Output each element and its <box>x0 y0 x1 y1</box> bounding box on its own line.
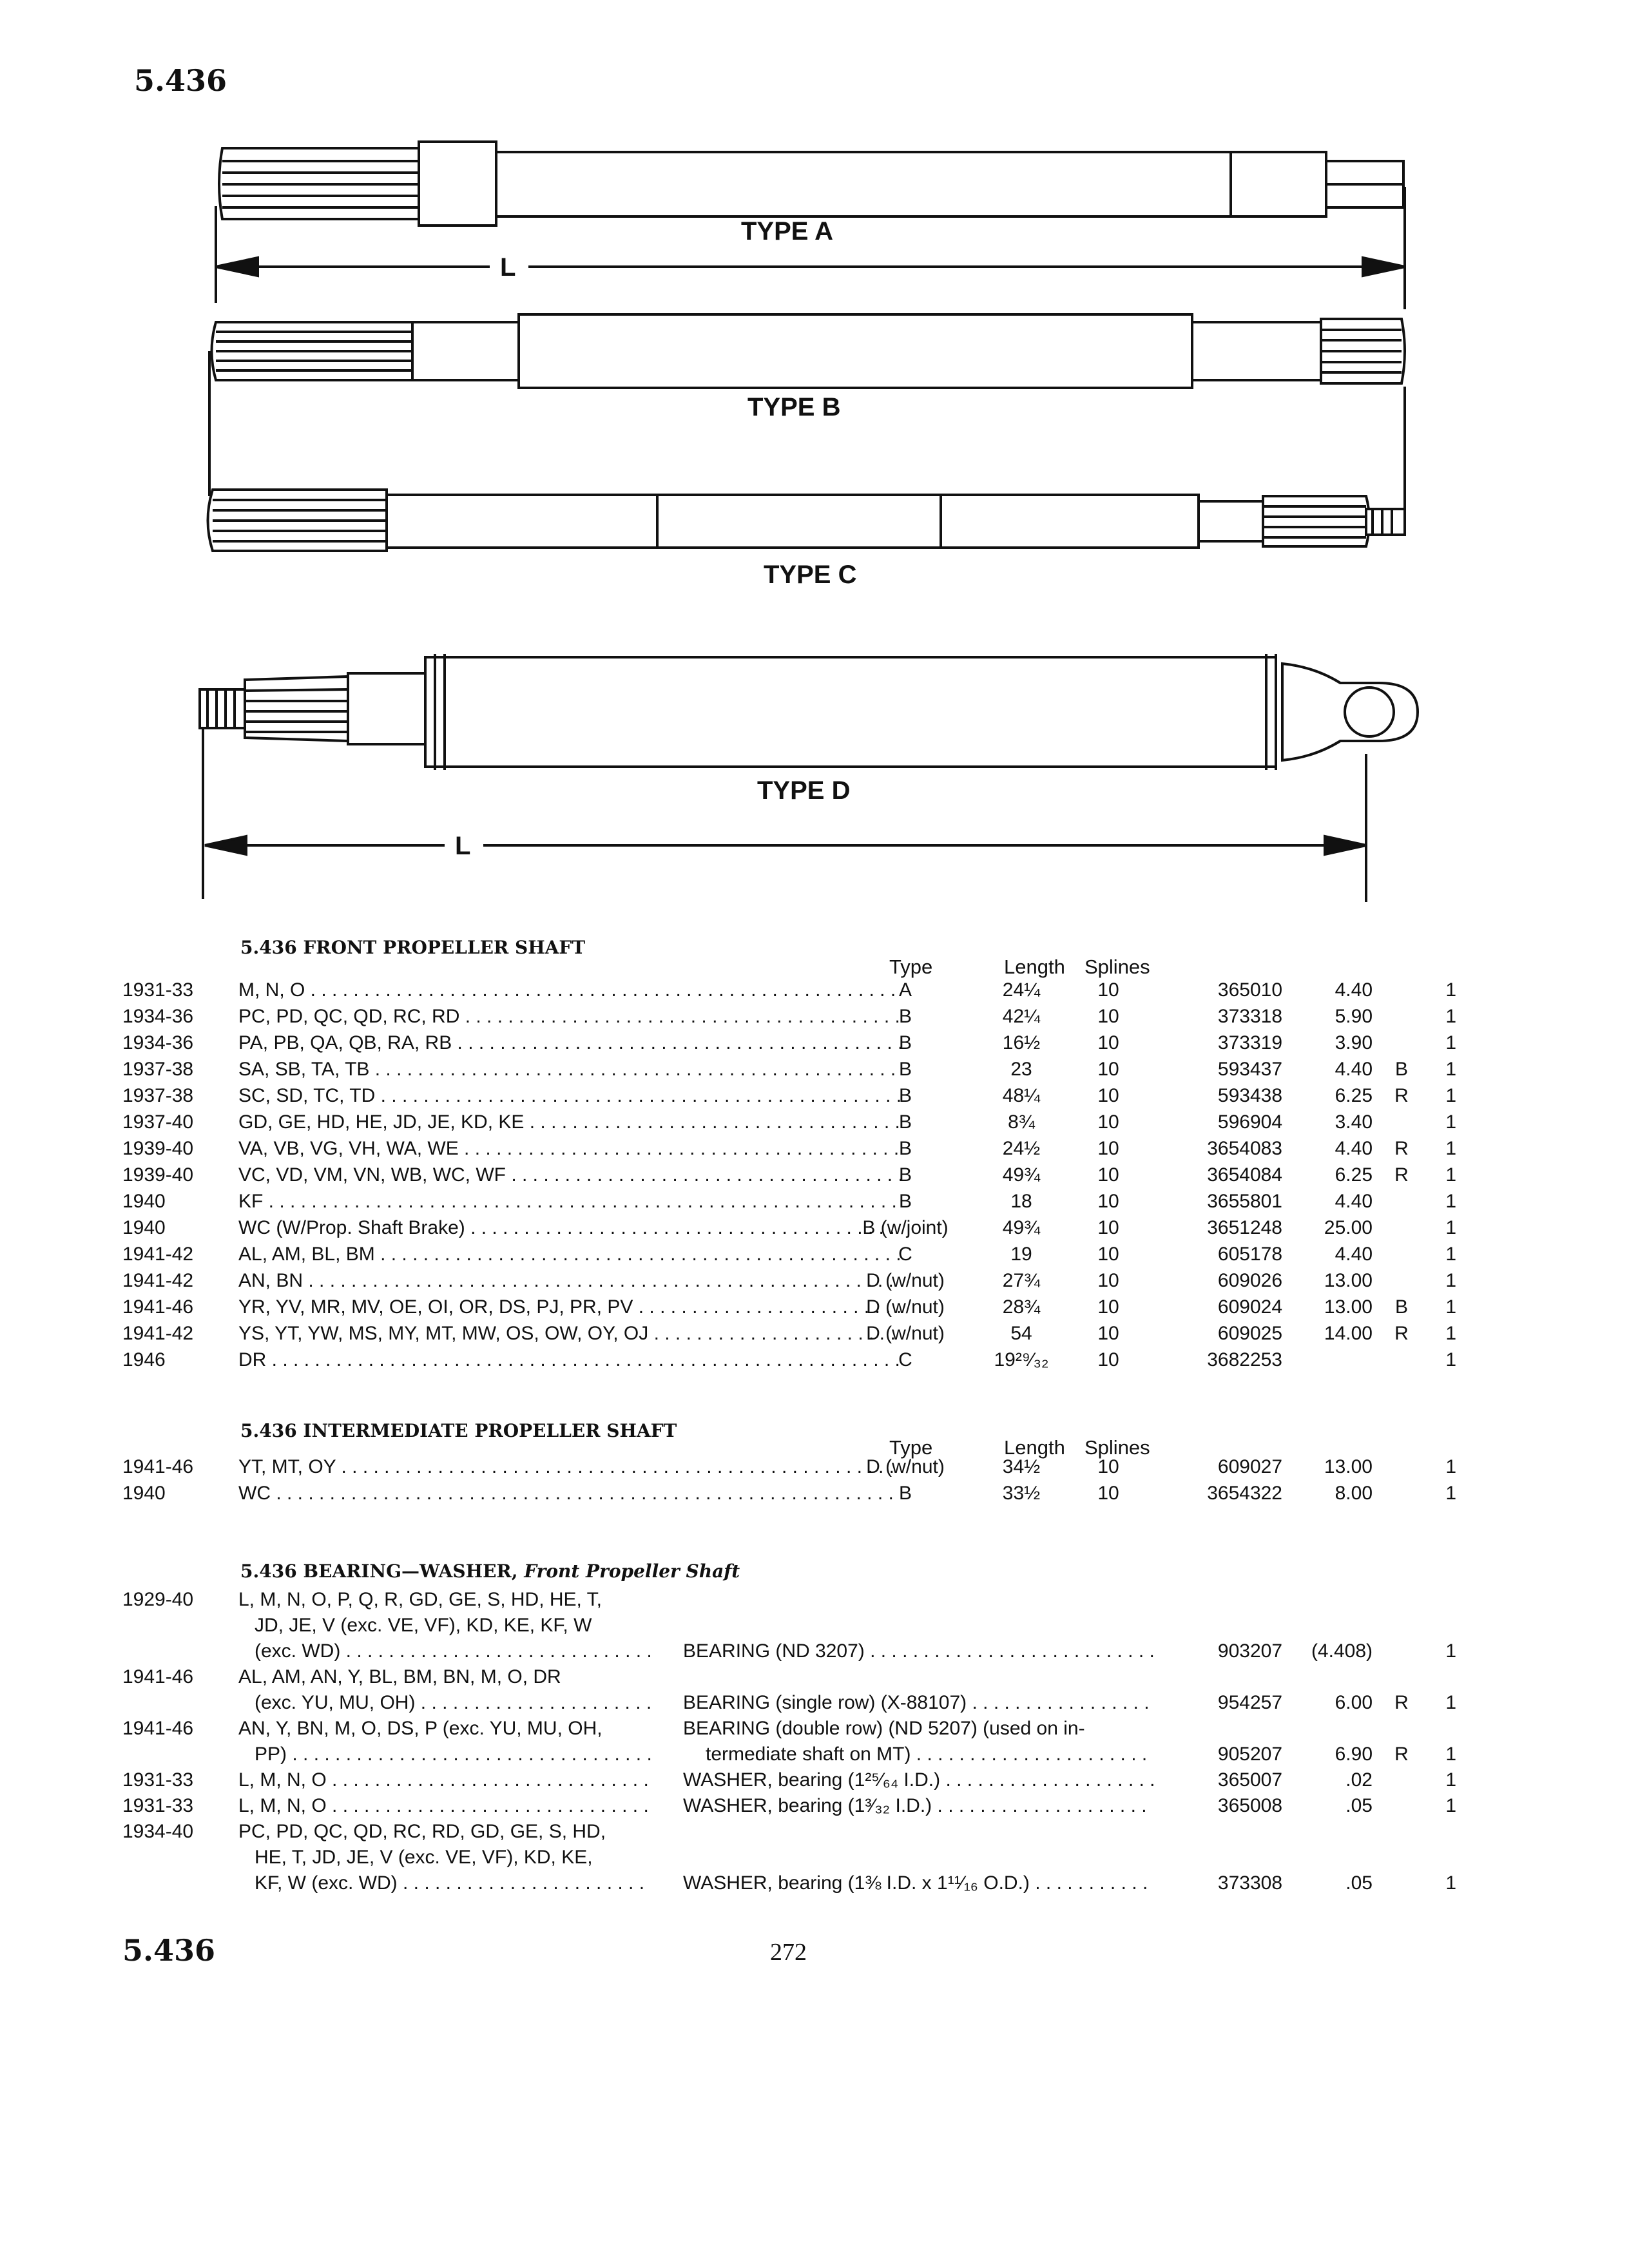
type-cell: D (w/nut) <box>866 1270 945 1291</box>
splines-cell: 10 <box>1097 1032 1119 1053</box>
front-propeller-shaft-table <box>122 934 1476 1385</box>
models-cell: PC, PD, QC, QD, RC, RD . . . <box>238 1003 902 1030</box>
price-cell: 4.40 <box>1335 979 1373 1001</box>
table-row <box>122 1664 1476 1715</box>
year-cell: 1934-40 <box>122 1821 194 1842</box>
description-line: BEARING (double row) (ND 5207) (used on in- <box>683 1718 1085 1739</box>
description-line: WASHER, bearing (1⅜ I.D. x 1¹¹⁄₁₆ O.D.) . . . <box>683 1870 1153 1896</box>
table-row <box>122 1082 1476 1109</box>
models-cell: AN, BN . . . <box>238 1267 902 1294</box>
part-number-cell: 3654084 <box>1207 1164 1282 1186</box>
price-cell: 13.00 <box>1324 1456 1373 1477</box>
part-number-cell: 593438 <box>1217 1085 1282 1106</box>
price-cell: 6.25 <box>1335 1085 1373 1106</box>
quantity-cell: 1 <box>1445 1059 1456 1080</box>
splines-cell: 10 <box>1097 1323 1119 1344</box>
quantity-cell: 1 <box>1445 1270 1456 1291</box>
year-cell: 1941-46 <box>122 1666 194 1687</box>
splines-cell: 10 <box>1097 1138 1119 1159</box>
description-line: termediate shaft on MT) . . . <box>706 1741 1153 1767</box>
page-number: 272 <box>770 1939 807 1966</box>
front-header-splines: Splines <box>1084 956 1150 978</box>
note-cell: R <box>1394 1692 1409 1713</box>
splines-cell: 10 <box>1097 1244 1119 1265</box>
quantity-cell: 1 <box>1445 1692 1456 1713</box>
table-row <box>122 1320 1476 1347</box>
splines-cell: 10 <box>1097 1349 1119 1370</box>
models-line: AL, AM, AN, Y, BL, BM, BN, M, O, DR <box>238 1666 561 1687</box>
price-cell: 13.00 <box>1324 1296 1373 1318</box>
type-c-label: TYPE C <box>764 561 857 589</box>
table-row <box>122 1188 1476 1215</box>
models-line: KF, W (exc. WD) . . . <box>255 1870 651 1896</box>
part-number-cell: 596904 <box>1217 1111 1282 1133</box>
year-cell: 1941-42 <box>122 1244 194 1265</box>
table-row <box>122 1347 1476 1373</box>
splines-cell: 10 <box>1097 1191 1119 1212</box>
propeller-shaft-figure <box>0 0 1629 928</box>
table-row <box>122 1715 1476 1767</box>
table-row <box>122 1767 1476 1792</box>
part-number-cell: 365008 <box>1217 1795 1282 1816</box>
part-number-cell: 609025 <box>1217 1323 1282 1344</box>
intermediate-propeller-shaft-table <box>122 1418 1476 1533</box>
models-cell: YS, YT, YW, MS, MY, MT, MW, OS, OW, OY, OJ . . . <box>238 1320 902 1347</box>
price-cell: (4.408) <box>1311 1640 1373 1662</box>
splines-cell: 10 <box>1097 1456 1119 1477</box>
models-line: L, M, N, O . . . <box>238 1792 651 1819</box>
note-cell: B <box>1394 1296 1408 1318</box>
type-cell: B <box>898 1085 912 1106</box>
price-cell: 4.40 <box>1335 1059 1373 1080</box>
type-a-label: TYPE A <box>741 217 833 245</box>
models-line: AN, Y, BN, M, O, DS, P (exc. YU, MU, OH, <box>238 1718 602 1739</box>
part-number-cell: 3651248 <box>1207 1217 1282 1238</box>
price-cell: 4.40 <box>1335 1244 1373 1265</box>
table-row <box>122 1480 1476 1506</box>
length-cell: 24¼ <box>1002 979 1041 1001</box>
year-cell: 1939-40 <box>122 1164 194 1186</box>
year-cell: 1934-36 <box>122 1032 194 1053</box>
models-line: (exc. WD) . . . <box>255 1638 651 1664</box>
quantity-cell: 1 <box>1445 1872 1456 1894</box>
quantity-cell: 1 <box>1445 1085 1456 1106</box>
bearing-title-bold: 5.436 BEARING—WASHER, <box>240 1561 518 1582</box>
quantity-cell: 1 <box>1445 1744 1456 1765</box>
models-cell: SA, SB, TA, TB . . . <box>238 1056 902 1082</box>
year-cell: 1941-46 <box>122 1456 194 1477</box>
type-cell: B (w/joint) <box>862 1217 949 1238</box>
models-cell: WC . . . <box>238 1480 902 1506</box>
models-cell: GD, GE, HD, HE, JD, JE, KD, KE . . . <box>238 1109 902 1135</box>
table-row <box>122 1109 1476 1135</box>
models-cell: DR . . . <box>238 1347 902 1373</box>
year-cell: 1941-46 <box>122 1296 194 1318</box>
length-cell: 33½ <box>1002 1483 1041 1504</box>
year-cell: 1929-40 <box>122 1589 194 1610</box>
quantity-cell: 1 <box>1445 1323 1456 1344</box>
length-cell: 8¾ <box>1008 1111 1035 1133</box>
intermediate-header-splines: Splines <box>1084 1436 1150 1459</box>
part-number-cell: 365007 <box>1217 1769 1282 1791</box>
description-line: WASHER, bearing (1²⁵⁄₆₄ I.D.) . . . <box>683 1767 1153 1793</box>
front-table-title: 5.436 FRONT PROPELLER SHAFT <box>240 937 586 958</box>
front-header-length: Length <box>1004 956 1065 978</box>
part-number-cell: 593437 <box>1217 1059 1282 1080</box>
part-number-cell: 3654322 <box>1207 1483 1282 1504</box>
table-row <box>122 1056 1476 1082</box>
part-number-cell: 609024 <box>1217 1296 1282 1318</box>
description-line: BEARING (single row) (X-88107) . . . <box>683 1689 1153 1716</box>
quantity-cell: 1 <box>1445 979 1456 1001</box>
type-cell: B <box>898 1006 912 1027</box>
bearing-table-title <box>240 1558 740 1584</box>
type-d-label: TYPE D <box>757 776 851 805</box>
table-row <box>122 1162 1476 1188</box>
length-cell: 24½ <box>1002 1138 1041 1159</box>
table-row <box>122 1267 1476 1294</box>
type-cell: B <box>898 1483 912 1504</box>
type-cell: D (w/nut) <box>866 1296 945 1318</box>
note-cell: R <box>1394 1138 1409 1159</box>
table-row <box>122 1215 1476 1241</box>
quantity-cell: 1 <box>1445 1296 1456 1318</box>
table-row <box>122 1135 1476 1162</box>
splines-cell: 10 <box>1097 979 1119 1001</box>
quantity-cell: 1 <box>1445 1138 1456 1159</box>
length-dimension-2 <box>205 836 1366 854</box>
quantity-cell: 1 <box>1445 1456 1456 1477</box>
price-cell: 8.00 <box>1335 1483 1373 1504</box>
table-row <box>122 1586 1476 1664</box>
splines-cell: 10 <box>1097 1483 1119 1504</box>
type-b-label: TYPE B <box>747 393 841 421</box>
splines-cell: 10 <box>1097 1217 1119 1238</box>
price-cell: 13.00 <box>1324 1270 1373 1291</box>
part-number-cell: 373319 <box>1217 1032 1282 1053</box>
length-cell: 42¼ <box>1002 1006 1041 1027</box>
year-cell: 1931-33 <box>122 979 194 1001</box>
year-cell: 1939-40 <box>122 1138 194 1159</box>
table-row <box>122 1454 1476 1480</box>
length-cell: 49¾ <box>1002 1164 1041 1186</box>
type-cell: A <box>898 979 912 1001</box>
note-cell: B <box>1394 1059 1408 1080</box>
shaft-type-c-drawing <box>208 490 1405 551</box>
part-number-cell: 3682253 <box>1207 1349 1282 1370</box>
splines-cell: 10 <box>1097 1164 1119 1186</box>
length-label-1: L <box>500 253 516 282</box>
models-cell: YR, YV, MR, MV, OE, OI, OR, DS, PJ, PR, PV . . . <box>238 1294 902 1320</box>
models-line: L, M, N, O, P, Q, R, GD, GE, S, HD, HE, T, <box>238 1589 602 1610</box>
description-line: WASHER, bearing (1³⁄₃₂ I.D.) . . . <box>683 1792 1153 1819</box>
intermediate-header-type: Type <box>889 1436 933 1459</box>
table-row <box>122 977 1476 1003</box>
note-cell: R <box>1394 1323 1409 1344</box>
part-number-cell: 903207 <box>1217 1640 1282 1662</box>
quantity-cell: 1 <box>1445 1191 1456 1212</box>
length-cell: 23 <box>1010 1059 1032 1080</box>
models-line: L, M, N, O . . . <box>238 1767 651 1793</box>
length-cell: 54 <box>1010 1323 1032 1344</box>
year-cell: 1940 <box>122 1191 166 1212</box>
type-cell: D (w/nut) <box>866 1456 945 1477</box>
type-cell: B <box>898 1111 912 1133</box>
quantity-cell: 1 <box>1445 1244 1456 1265</box>
front-header-type: Type <box>889 956 933 978</box>
type-cell: B <box>898 1059 912 1080</box>
note-cell: R <box>1394 1744 1409 1765</box>
table-row <box>122 1792 1476 1818</box>
models-line: (exc. YU, MU, OH) . . . <box>255 1689 651 1716</box>
quantity-cell: 1 <box>1445 1640 1456 1662</box>
note-cell: R <box>1394 1085 1409 1106</box>
price-cell: 4.40 <box>1335 1138 1373 1159</box>
quantity-cell: 1 <box>1445 1006 1456 1027</box>
table-row <box>122 1241 1476 1267</box>
length-label-2: L <box>455 832 471 860</box>
year-cell: 1937-40 <box>122 1111 194 1133</box>
type-cell: B <box>898 1164 912 1186</box>
price-cell: .05 <box>1345 1872 1373 1894</box>
models-line: PC, PD, QC, QD, RC, RD, GD, GE, S, HD, <box>238 1821 606 1842</box>
part-number-cell: 373318 <box>1217 1006 1282 1027</box>
section-number-header: 5.436 <box>134 63 227 98</box>
quantity-cell: 1 <box>1445 1111 1456 1133</box>
quantity-cell: 1 <box>1445 1795 1456 1816</box>
price-cell: .05 <box>1345 1795 1373 1816</box>
price-cell: 3.40 <box>1335 1111 1373 1133</box>
price-cell: .02 <box>1345 1769 1373 1791</box>
models-cell: PA, PB, QA, QB, RA, RB . . . <box>238 1030 902 1056</box>
models-cell: SC, SD, TC, TD . . . <box>238 1082 902 1109</box>
length-cell: 34½ <box>1002 1456 1041 1477</box>
splines-cell: 10 <box>1097 1270 1119 1291</box>
models-cell: M, N, O . . . <box>238 977 902 1003</box>
length-cell: 28¾ <box>1002 1296 1041 1318</box>
quantity-cell: 1 <box>1445 1164 1456 1186</box>
table-row <box>122 1003 1476 1030</box>
year-cell: 1931-33 <box>122 1769 194 1791</box>
length-cell: 16½ <box>1002 1032 1041 1053</box>
splines-cell: 10 <box>1097 1111 1119 1133</box>
part-number-cell: 3654083 <box>1207 1138 1282 1159</box>
table-row <box>122 1818 1476 1896</box>
part-number-cell: 373308 <box>1217 1872 1282 1894</box>
bearing-washer-table <box>122 1558 1476 1919</box>
length-cell: 49¾ <box>1002 1217 1041 1238</box>
price-cell: 14.00 <box>1324 1323 1373 1344</box>
quantity-cell: 1 <box>1445 1032 1456 1053</box>
length-cell: 19²⁹⁄₃₂ <box>994 1349 1049 1370</box>
part-number-cell: 954257 <box>1217 1692 1282 1713</box>
part-number-cell: 609026 <box>1217 1270 1282 1291</box>
part-number-cell: 3655801 <box>1207 1191 1282 1212</box>
splines-cell: 10 <box>1097 1059 1119 1080</box>
price-cell: 6.90 <box>1335 1744 1373 1765</box>
quantity-cell: 1 <box>1445 1349 1456 1370</box>
part-number-cell: 365010 <box>1217 979 1282 1001</box>
part-number-cell: 609027 <box>1217 1456 1282 1477</box>
part-number-cell: 605178 <box>1217 1244 1282 1265</box>
splines-cell: 10 <box>1097 1006 1119 1027</box>
quantity-cell: 1 <box>1445 1769 1456 1791</box>
models-cell: KF . . . <box>238 1188 902 1215</box>
length-cell: 19 <box>1010 1244 1032 1265</box>
price-cell: 6.25 <box>1335 1164 1373 1186</box>
year-cell: 1941-46 <box>122 1718 194 1739</box>
quantity-cell: 1 <box>1445 1217 1456 1238</box>
intermediate-header-length: Length <box>1004 1436 1065 1459</box>
length-cell: 48¼ <box>1002 1085 1041 1106</box>
section-number-footer: 5.436 <box>122 1933 216 1968</box>
year-cell: 1937-38 <box>122 1059 194 1080</box>
bearing-title-rest: Front Propeller Shaft <box>517 1561 740 1582</box>
models-line: PP) . . . <box>255 1741 651 1767</box>
models-cell: AL, AM, BL, BM . . . <box>238 1241 902 1267</box>
year-cell: 1946 <box>122 1349 166 1370</box>
price-cell: 5.90 <box>1335 1006 1373 1027</box>
length-cell: 18 <box>1010 1191 1032 1212</box>
quantity-cell: 1 <box>1445 1483 1456 1504</box>
models-line: JD, JE, V (exc. VE, VF), KD, KE, KF, W <box>255 1615 592 1636</box>
type-cell: B <box>898 1138 912 1159</box>
type-cell: D (w/nut) <box>866 1323 945 1344</box>
year-cell: 1931-33 <box>122 1795 194 1816</box>
table-row <box>122 1030 1476 1056</box>
splines-cell: 10 <box>1097 1085 1119 1106</box>
year-cell: 1941-42 <box>122 1270 194 1291</box>
part-number-cell: 905207 <box>1217 1744 1282 1765</box>
models-cell: WC (W/Prop. Shaft Brake) . . . <box>238 1215 902 1241</box>
type-cell: C <box>898 1244 912 1265</box>
type-cell: B <box>898 1032 912 1053</box>
year-cell: 1940 <box>122 1217 166 1238</box>
price-cell: 6.00 <box>1335 1692 1373 1713</box>
year-cell: 1937-38 <box>122 1085 194 1106</box>
price-cell: 25.00 <box>1324 1217 1373 1238</box>
splines-cell: 10 <box>1097 1296 1119 1318</box>
length-cell: 27¾ <box>1002 1270 1041 1291</box>
year-cell: 1934-36 <box>122 1006 194 1027</box>
models-cell: VA, VB, VG, VH, WA, WE . . . <box>238 1135 902 1162</box>
year-cell: 1941-42 <box>122 1323 194 1344</box>
models-cell: YT, MT, OY . . . <box>238 1454 902 1480</box>
note-cell: R <box>1394 1164 1409 1186</box>
models-line: HE, T, JD, JE, V (exc. VE, VF), KD, KE, <box>255 1847 593 1868</box>
price-cell: 4.40 <box>1335 1191 1373 1212</box>
year-cell: 1940 <box>122 1483 166 1504</box>
description-line: BEARING (ND 3207) . . . <box>683 1638 1153 1664</box>
price-cell: 3.90 <box>1335 1032 1373 1053</box>
type-cell: C <box>898 1349 912 1370</box>
type-cell: B <box>898 1191 912 1212</box>
intermediate-table-title: 5.436 INTERMEDIATE PROPELLER SHAFT <box>240 1420 677 1441</box>
table-row <box>122 1294 1476 1320</box>
models-cell: VC, VD, VM, VN, WB, WC, WF . . . <box>238 1162 902 1188</box>
